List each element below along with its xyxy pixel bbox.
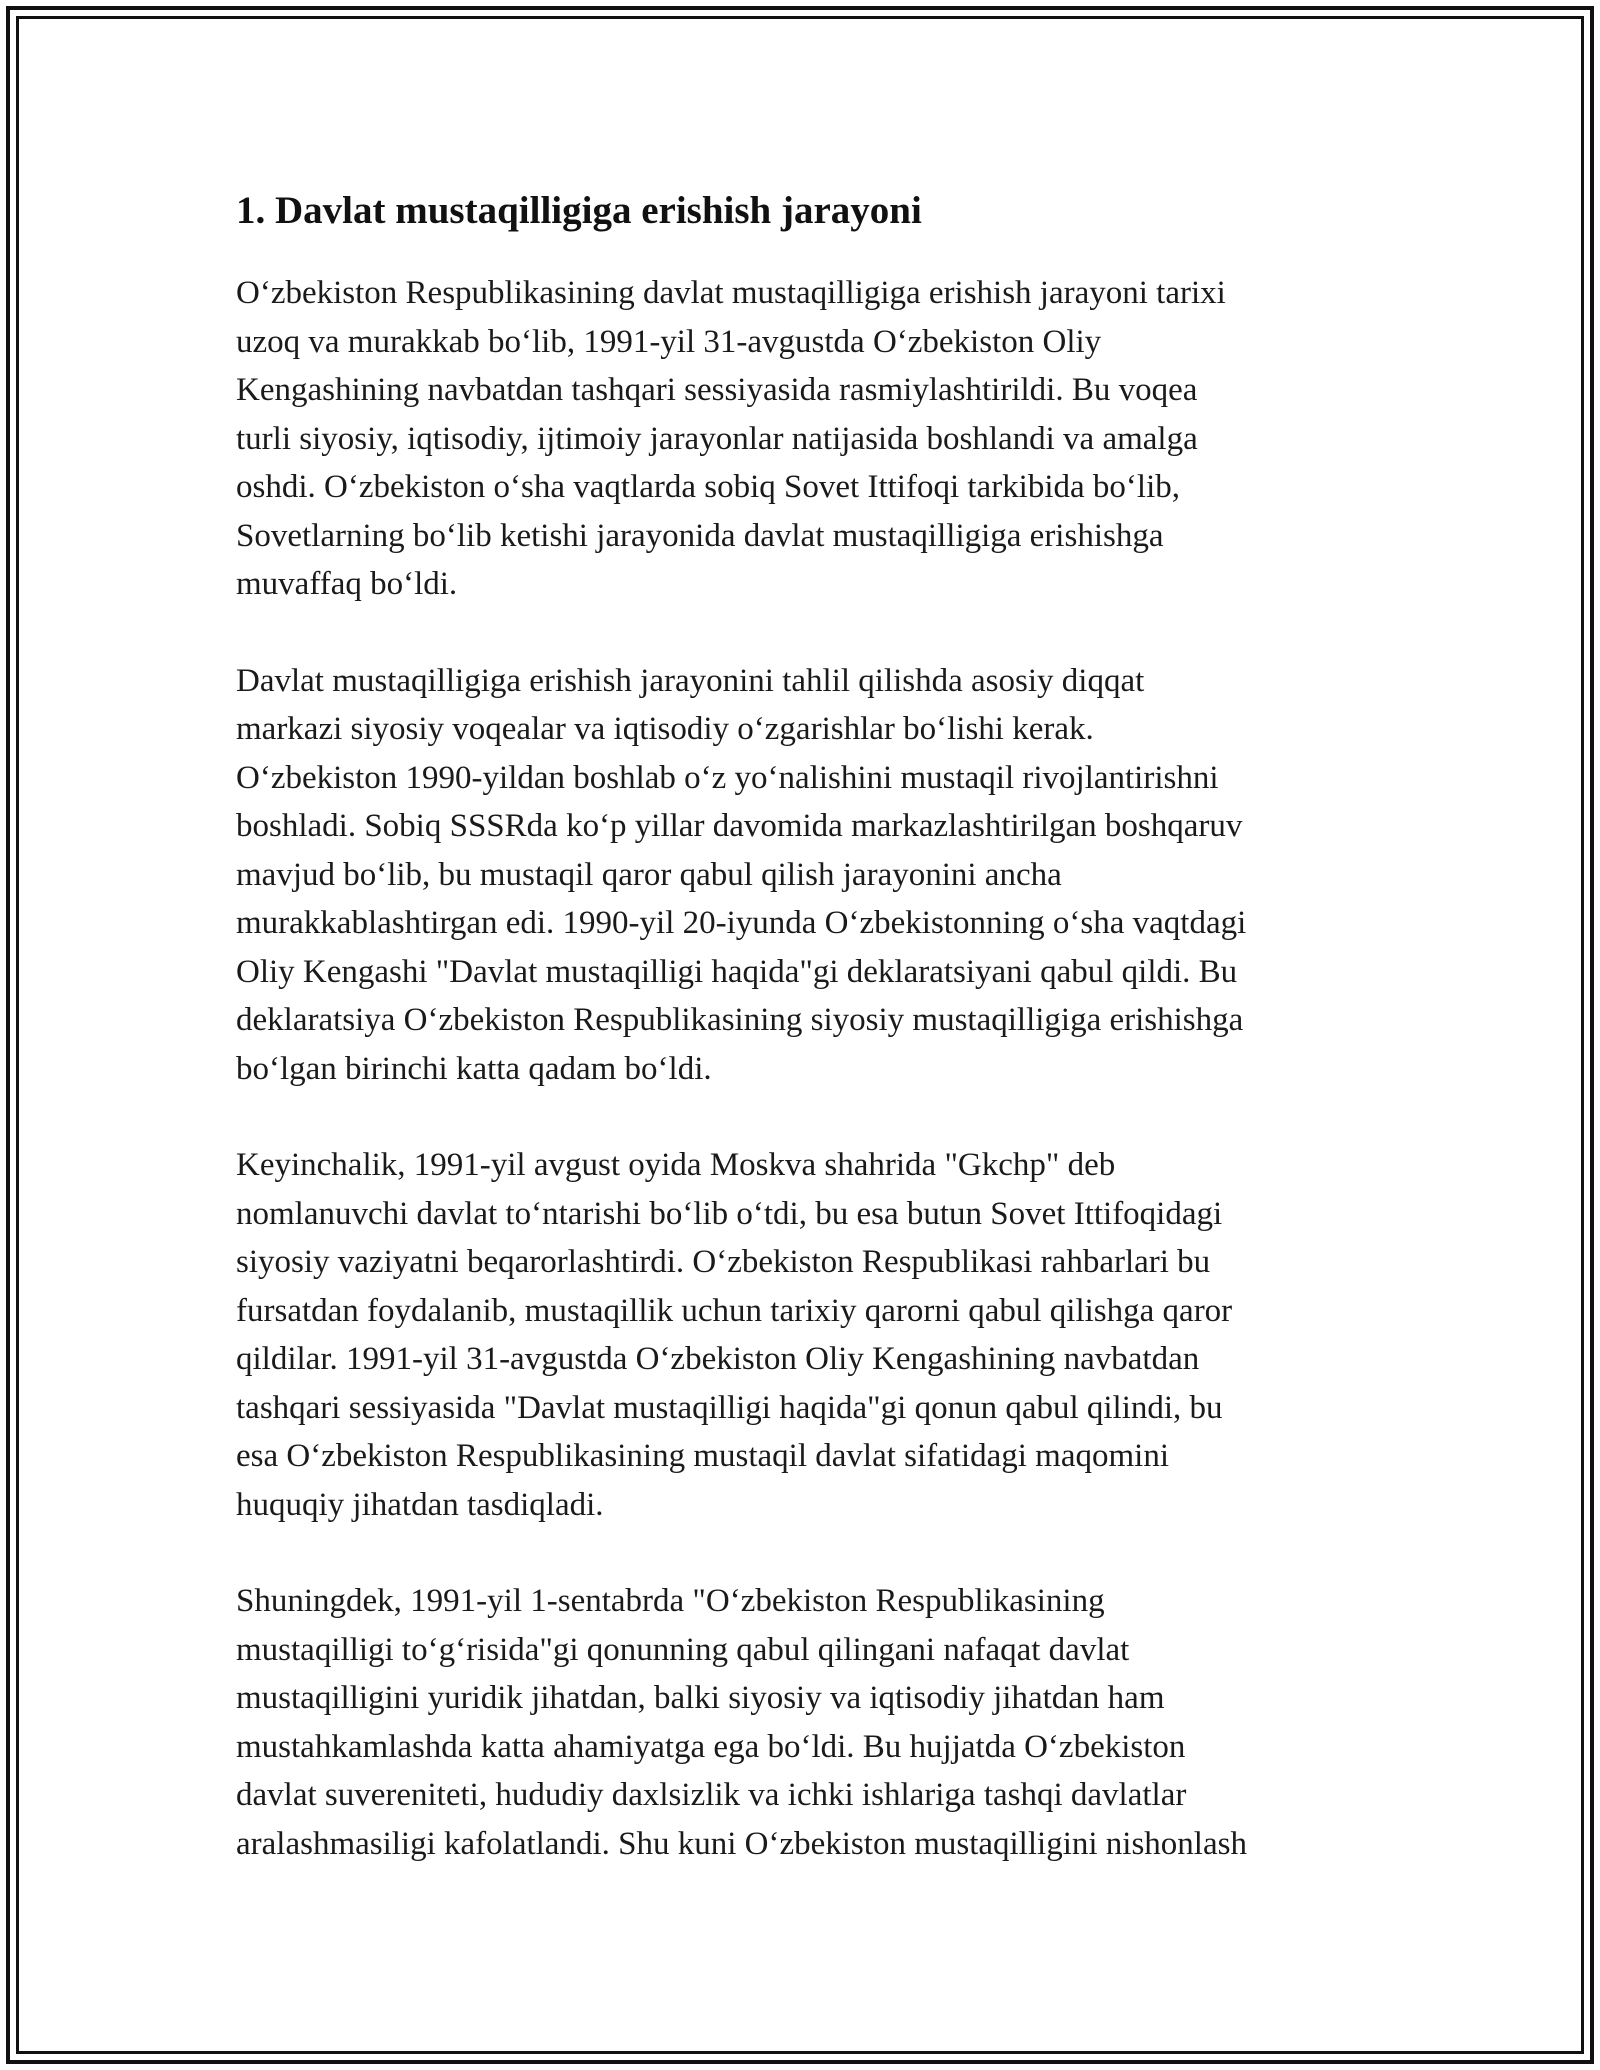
paragraph-4: Shuningdek, 1991-yil 1-sentabrda "O‘zbekiston Respublikasining mustaqilligi to‘g‘risida"gi qonunning qabul qilingani nafaqat davlat mustaqilligini yuridik jihatdan, balki siyosiy va iqtisodiy jihatdan ham mustahkamlashda katta ahamiyatga ega bo‘ldi. Bu hujjatda O‘zbekiston davlat suvereniteti, hududiy daxlsizlik va ichki ishlariga tashqi davlatlar aralashmasiligi kafolatlandi. Shu kuni O‘zbekiston mustaqilligini nishonlash [236,1583,1247,1862]
paragraph-2: Davlat mustaqilligiga erishish jarayonini tahlil qilishda asosiy diqqat markazi siyosiy voqealar va iqtisodiy o‘zgarishlar bo‘lishi kerak. O‘zbekiston 1990-yildan boshlab o‘z yo‘nalishini mustaqil rivojlantirishni boshladi. Sobiq SSSRda ko‘p yillar davomida markazlashtirilgan boshqaruv mavjud bo‘lib, bu mustaqil qaror qabul qilish jarayonini ancha murakkablashtirgan edi. 1990-yil 20-iyunda O‘zbekistonning o‘sha vaqtdagi Oliy Kengashi "Davlat mustaqilligi haqida"gi deklaratsiyani qabul qildi. Bu deklaratsiya O‘zbekiston Respublikasining siyosiy mustaqilligiga erishishga bo‘lgan birinchi katta qadam bo‘ldi. [236,662,1247,1087]
section-heading: 1. Davlat mustaqilligiga erishish jarayoni [236,189,922,232]
paragraph-3: Keyinchalik, 1991-yil avgust oyida Moskva shahrida "Gkchp" deb nomlanuvchi davlat to‘ntarishi bo‘lib o‘tdi, bu esa butun Sovet Ittifoqidagi siyosiy vaziyatni beqarorlashtirdi. O‘zbekiston Respublikasi rahbarlari bu fursatdan foydalanib, mustaqillik uchun tarixiy qarorni qabul qilishga qaror qildilar. 1991-yil 31-avgustda O‘zbekiston Oliy Kengashining navbatdan tashqari sessiyasida "Davlat mustaqilligi haqida"gi qonun qabul qilindi, bu esa O‘zbekiston Respublikasining mustaqil davlat sifatidagi maqomini huquqiy jihatdan tasdiqladi. [236,1147,1233,1523]
document-body [236,185,1366,1916]
paragraph-1: O‘zbekiston Respublikasining davlat mustaqilligiga erishish jarayoni tarixi uzoq va murakkab bo‘lib, 1991-yil 31-avgustda O‘zbekiston Oliy Kengashining navbatdan tashqari sessiyasida rasmiylashtirildi. Bu voqea turli siyosiy, iqtisodiy, ijtimoiy jarayonlar natijasida boshlandi va amalga oshdi. O‘zbekiston o‘sha vaqtlarda sobiq Sovet Ittifoqi tarkibida bo‘lib, Sovetlarning bo‘lib ketishi jarayonida davlat mustaqilligiga erishishga muvaffaq bo‘ldi. [236,275,1226,602]
